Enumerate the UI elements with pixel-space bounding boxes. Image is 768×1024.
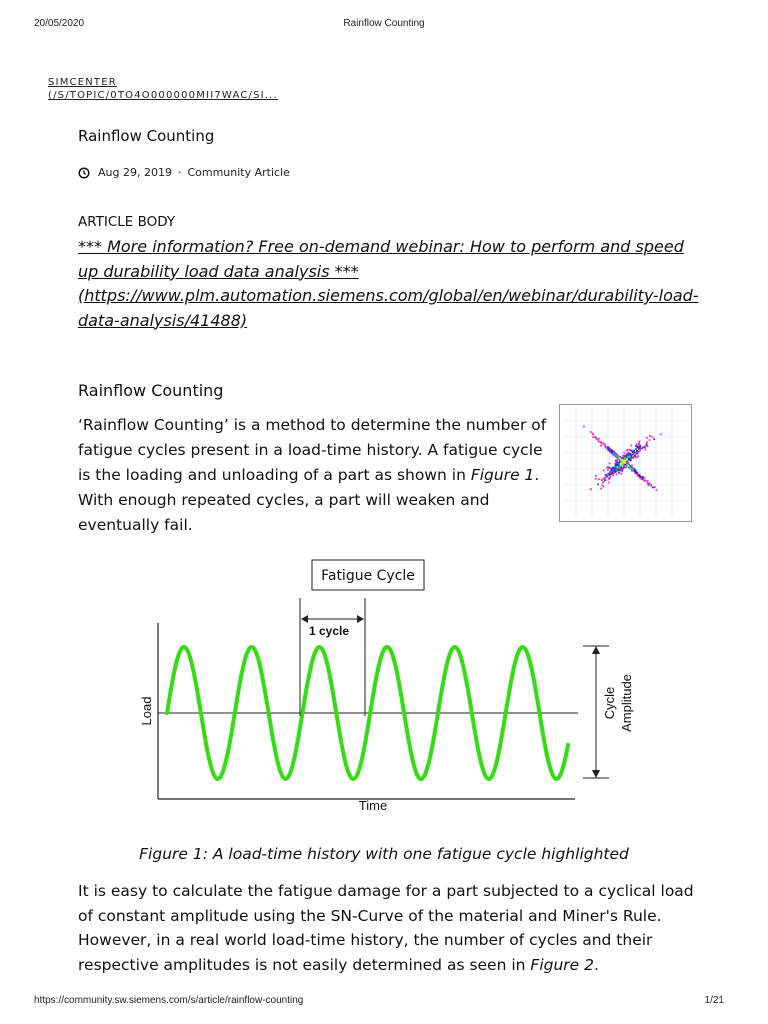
article-title: Rainflow Counting: [78, 127, 215, 145]
clock-icon: [78, 167, 90, 179]
intro-figure-ref: Figure 1: [470, 466, 535, 484]
breadcrumb-link-line1[interactable]: SIMCENTER: [48, 77, 117, 88]
amplitude-label-line1: Cycle: [602, 686, 617, 720]
breadcrumb-link-line2[interactable]: (/S/TOPIC/0TO4O000000MII7WAC/SI...: [48, 90, 278, 101]
scatter-thumbnail-image: [559, 404, 692, 522]
webinar-url-link[interactable]: (https://www.plm.automation.siemens.com/global/en/webinar/durability-load-data-analysis/41488): [78, 286, 699, 330]
amplitude-label-line2: Amplitude: [619, 674, 634, 732]
webinar-link[interactable]: *** More information? Free on-demand webinar: How to perform and speed up durability load data analysis ***: [78, 237, 684, 281]
article-body-label: ARTICLE BODY: [78, 214, 176, 230]
amplitude-arrow-down: [592, 770, 600, 778]
article-date: Aug 29, 2019: [98, 166, 172, 179]
para2-text-before: It is easy to calculate the fatigue damage for a part subjected to a cyclical load of constant amplitude using the SN-Curve of the material and Miner's Rule. However, in a real world load-time history, the number of cycles and their respective amplitudes is not easily determined as seen in: [78, 882, 694, 974]
breadcrumb[interactable]: [48, 76, 288, 102]
intro-paragraph: [78, 413, 553, 538]
article-meta: [78, 166, 290, 179]
print-title: Rainflow Counting: [343, 18, 425, 29]
para2-figure-ref: Figure 2: [530, 955, 594, 974]
section-heading: Rainflow Counting: [78, 381, 224, 400]
webinar-block: [78, 235, 703, 333]
print-date: 20/05/2020: [34, 18, 85, 29]
cycle-arrow-left: [301, 615, 308, 623]
figure-caption: Figure 1: A load-time history with one fatigue cycle highlighted: [139, 845, 629, 863]
intro-text-before: ‘Rainflow Counting’ is a method to determine the number of fatigue cycles present in a load-time history. A fatigue cycle is the loading and unloading of a part as shown in: [78, 416, 547, 484]
cycle-label: 1 cycle: [308, 624, 350, 638]
intro-text-after: . With enough repeated cycles, a part will weaken and eventually fail.: [78, 466, 540, 534]
load-time-diagram: [120, 558, 640, 828]
paragraph-2: [78, 879, 698, 977]
para2-text-after: .: [594, 955, 599, 974]
scatter-plot-graphic: [560, 405, 691, 521]
print-page-number: 1/21: [704, 995, 724, 1006]
print-url: https://community.sw.siemens.com/s/article/rainflow-counting: [34, 995, 304, 1006]
amplitude-arrow-up: [592, 646, 600, 654]
article-type: Community Article: [187, 166, 290, 179]
load-time-figure: [120, 558, 640, 828]
cycle-arrow-right: [357, 615, 364, 623]
fatigue-cycle-label: Fatigue Cycle: [321, 568, 415, 584]
y-axis-label: Load: [139, 696, 154, 726]
x-axis-label: Time: [358, 798, 388, 813]
meta-separator: ·: [177, 166, 182, 179]
